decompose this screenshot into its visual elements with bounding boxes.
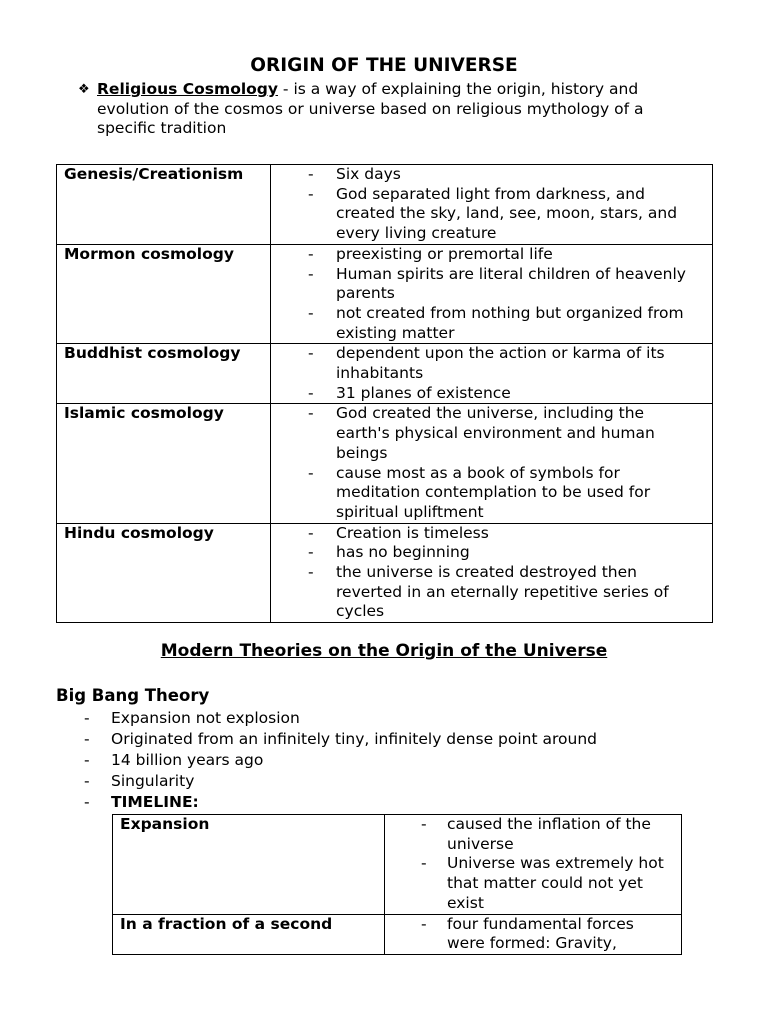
table-row: [113, 815, 682, 915]
table-row: [57, 244, 713, 344]
big-bang-points-list: [56, 708, 716, 813]
list-item: - the universe is created destroyed then reverted in an eternally repetitive series of cycles: [271, 563, 712, 622]
table-row: [57, 165, 713, 245]
list-item: - has no beginning: [271, 543, 712, 563]
intro-paragraph: [78, 80, 698, 139]
intro-term: Religious Cosmology: [97, 80, 278, 98]
list-item: - Expansion not explosion: [56, 708, 716, 729]
list-item: - God separated light from darkness, and created the sky, land, see, moon, stars, and every living creature: [271, 185, 712, 244]
description-cell: [271, 523, 713, 623]
list-item: - cause most as a book of symbols for meditation contemplation to be used for spiritual upliftment: [271, 464, 712, 523]
list-item: - Universe was extremely hot that matter could not yet exist: [385, 854, 681, 913]
list-item: - God created the universe, including the earth's physical environment and human beings: [271, 404, 712, 463]
description-cell: [271, 165, 713, 245]
list-item: - not created from nothing but organized from existing matter: [271, 304, 712, 343]
list-item: - 14 billion years ago: [56, 750, 716, 771]
religious-cosmology-table-body: [57, 165, 713, 623]
description-list: [385, 815, 681, 914]
description-cell: [385, 914, 682, 954]
description-list: [271, 344, 712, 403]
term-cell: Expansion: [113, 815, 385, 915]
description-cell: [385, 815, 682, 915]
list-item: - Human spirits are literal children of heavenly parents: [271, 265, 712, 304]
term-cell: Mormon cosmology: [57, 244, 271, 344]
term-cell: Buddhist cosmology: [57, 344, 271, 404]
intro-text-block: [97, 80, 698, 139]
description-cell: [271, 244, 713, 344]
term-cell: In a fraction of a second: [113, 914, 385, 954]
intro-definition: - is a way of explaining the origin, history and evolution of the cosmos or universe based on religious mythology of a specific tradition: [97, 80, 644, 138]
term-cell: Hindu cosmology: [57, 523, 271, 623]
list-item: - Six days: [271, 165, 712, 185]
term-cell: Islamic cosmology: [57, 404, 271, 523]
list-item: - 31 planes of existence: [271, 384, 712, 404]
diamond-bullet-icon: ❖: [78, 82, 90, 97]
list-item: - Creation is timeless: [271, 524, 712, 544]
term-cell: Genesis/Creationism: [57, 165, 271, 245]
big-bang-timeline-table: [112, 814, 682, 955]
list-item: - Singularity: [56, 771, 716, 792]
table-row: [57, 404, 713, 523]
description-list: [271, 245, 712, 344]
table-row: [113, 914, 682, 954]
list-item: - preexisting or premortal life: [271, 245, 712, 265]
description-cell: [271, 344, 713, 404]
list-item: - caused the inflation of the universe: [385, 815, 681, 854]
timeline-label: TIMELINE:: [111, 793, 199, 811]
description-list: [271, 404, 712, 522]
religious-cosmology-table: [56, 164, 713, 623]
page-title: ORIGIN OF THE UNIVERSE: [250, 55, 518, 76]
table-row: [57, 523, 713, 623]
description-cell: [271, 404, 713, 523]
description-list: [385, 915, 681, 954]
list-item: [56, 792, 716, 813]
timeline-table-body: [113, 815, 682, 955]
table-row: [57, 344, 713, 404]
big-bang-heading: Big Bang Theory: [56, 686, 210, 705]
modern-theories-heading: Modern Theories on the Origin of the Universe: [160, 641, 608, 661]
description-list: [271, 165, 712, 244]
list-item: - dependent upon the action or karma of its inhabitants: [271, 344, 712, 383]
list-item: - Originated from an infinitely tiny, infinitely dense point around: [56, 729, 716, 750]
description-list: [271, 524, 712, 623]
list-item: - four fundamental forces were formed: Gravity,: [385, 915, 681, 954]
